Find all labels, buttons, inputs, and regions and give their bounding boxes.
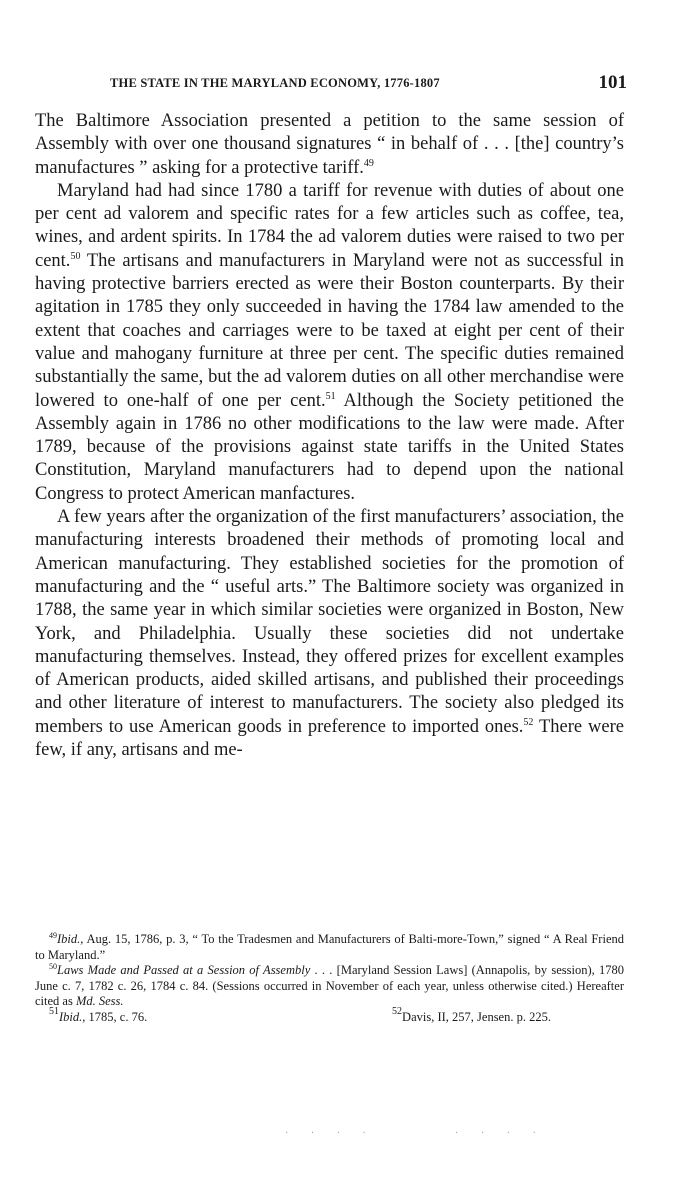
footnotes bbox=[35, 932, 624, 1026]
footnote-ref-51: 51 bbox=[325, 390, 336, 402]
footnote-50-text: . . . [Maryland Session Laws] (Annapolis, by session), 1780 June c. 7, 1782 c. 26, 1784 c. 84. (Sessions occurred in November of each year, unless otherwise cited.) Hereafter cited as bbox=[35, 963, 624, 1009]
paragraph-3-text-a: A few years after the organization of the first manufacturers’ association, the manufacturing interests broadened their methods of promoting local and American manufacturing. They established societies for the promotion of manufacturing and the “ useful arts.” The Baltimore society was organized in 1788, the same year in which similar societies were organized in Boston, New York, and Philadelphia. Usually these societies did not undertake manufacturing themselves. Instead, they offered prizes for excellent examples of American products, aided skilled artisans, and published their proceedings and other literature of interest to manufacturers. The society also pledged its members to use American goods in preference to imported ones. bbox=[35, 507, 624, 737]
footnote-52 bbox=[392, 1005, 551, 1026]
paragraph-2-text-a: Maryland had had since 1780 a tariff for revenue with duties of about one per cent ad valorem and specific rates for a few articles such as coffee, tea, wines, and ardent spirits. In 1784 the ad valorem duties were raised to two per cent. bbox=[35, 180, 624, 271]
paragraph-2-text-b: The artisans and manufacturers in Maryland were not as successful in having protective barriers erected as were their Boston counterparts. By their agitation in 1785 they only succeeded in having the 1784 law amended to the extent that coaches and carriages were to be taxed at eight per cent of their value and mahogany furniture at three per cent. The specific duties remained substantially the same, but the ad valorem duties on all other merchandise were lowered to one-half of one per cent. bbox=[35, 250, 624, 411]
footnote-ref-52: 52 bbox=[523, 716, 534, 728]
paragraph-2-text-c: Although the Society petitioned the Assembly again in 1786 no other modifications to the law were made. After 1789, because of the provisions against state tariffs in the United States Constitution, Maryland manufacturers had to depend upon the national Congress to protect American manfactures. bbox=[35, 390, 624, 504]
footnote-ref-49: 49 bbox=[363, 157, 374, 169]
footnote-50-abbr: Md. Sess. bbox=[75, 994, 124, 1009]
footnote-row-51-52 bbox=[35, 1005, 599, 1026]
paragraph-1-text: The Baltimore Association presented a petition to the same session of Assembly with over one thousand signatures “ in behalf of . . . [the] country’s manufactures ” asking for a protective tariff. bbox=[35, 111, 624, 178]
footnote-50-title: Laws Made and Passed at a Session of Assembly bbox=[57, 963, 311, 978]
page-number: 101 bbox=[598, 72, 627, 93]
footnote-ref-50: 50 bbox=[70, 250, 81, 262]
running-head: THE STATE IN THE MARYLAND ECONOMY, 1776-1807 bbox=[110, 76, 440, 90]
paragraph-1 bbox=[35, 110, 624, 180]
footnote-52-number: 52 bbox=[392, 1005, 403, 1017]
body-text bbox=[35, 110, 624, 762]
paragraph-3-text-b: There were few, if any, artisans and me- bbox=[35, 716, 624, 761]
footnote-49 bbox=[35, 932, 624, 963]
footnote-51-text: 1785, c. 76. bbox=[85, 1009, 148, 1024]
footnote-51-number: 51 bbox=[49, 1005, 59, 1017]
footnote-51-ibid: Ibid., bbox=[59, 1009, 86, 1024]
page-header bbox=[110, 72, 627, 98]
paragraph-2 bbox=[35, 180, 624, 506]
footnote-49-number: 49 bbox=[49, 931, 57, 940]
footnote-52-text: Davis, II, 257, Jensen. p. 225. bbox=[402, 1009, 551, 1024]
footnote-51 bbox=[49, 1005, 148, 1026]
footnote-49-text: Aug. 15, 1786, p. 3, “ To the Tradesmen and Manufacturers of Balti-more-Town,” signed “ A Real Friend to Maryland.” bbox=[35, 932, 624, 962]
scan-dots-left: · · · · bbox=[285, 1128, 376, 1139]
scan-dots-right: · · · · bbox=[455, 1128, 546, 1139]
footnote-50-number: 50 bbox=[49, 962, 57, 972]
footnote-50 bbox=[35, 963, 624, 1010]
footnote-49-ibid: Ibid., bbox=[57, 932, 84, 946]
paragraph-3 bbox=[35, 506, 624, 762]
